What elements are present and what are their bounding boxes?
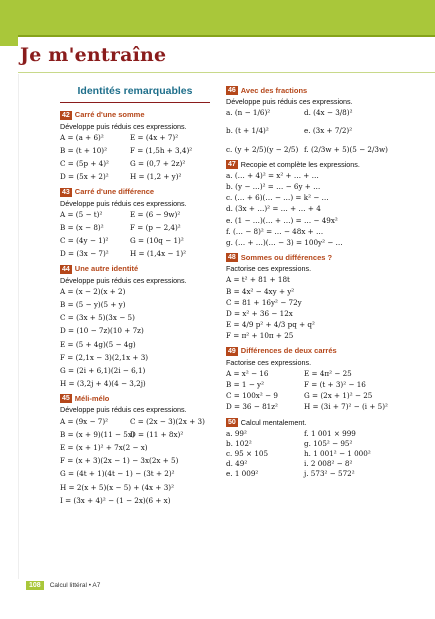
exercise-43 (60, 188, 210, 258)
exercise-number: 48 (228, 254, 236, 262)
exercise-title: Carré d'une différence (74, 187, 155, 197)
expression: A = x² − 16 (226, 368, 269, 378)
expression: B = (t + 10)² (60, 145, 107, 155)
exercise-48 (226, 253, 416, 339)
left-margin-line (18, 74, 19, 579)
expression: D = 36 − 81z² (226, 402, 278, 412)
exercise-47 (226, 160, 416, 246)
expression: f. (2/3w + 5)(5 − 2/3w) (304, 144, 388, 154)
expression: H = (1,2 + y)² (130, 172, 182, 182)
expression: h. 1 001² − 1 000² (304, 449, 371, 459)
expression: A = (a + 6)² (60, 132, 104, 142)
expression: g. (… + …)(… − 3) = 100y² − … (226, 238, 343, 248)
expression: b. 102² (226, 438, 252, 448)
section-title: Identités remarquables (77, 85, 193, 97)
expression: F = (t + 3)² − 16 (304, 380, 366, 390)
exercise-number: 49 (228, 347, 236, 355)
exercise-number: 45 (62, 395, 70, 403)
footer-text: Calcul littéral • A7 (49, 582, 101, 589)
expression: f. (… − 8)² = … − 48x + … (226, 226, 324, 236)
exercise-42 (60, 111, 210, 181)
expression: a. (n − 1/6)² (226, 108, 271, 118)
page-footer (26, 581, 100, 590)
exercise-number: 50 (228, 418, 236, 426)
exercise-instruction: Développe puis réduis ces expressions. (60, 405, 187, 415)
expression: A = (x − 2)(x + 2) (60, 286, 126, 296)
expression: C = (4y − 1)² (60, 236, 109, 246)
expression: B = (x − 8)² (60, 222, 104, 232)
exercise-number: 46 (228, 87, 236, 94)
expression: C = (2x − 3)(2x + 3) (130, 416, 205, 426)
expression: G = (0,7 + 2z)² (130, 159, 186, 169)
expression: j. 573² − 572² (304, 469, 355, 479)
exercise-title: Une autre identité (74, 264, 139, 274)
expression: A = (5 − t)² (60, 209, 103, 219)
page-title: Je m'entraîne (20, 44, 167, 66)
exercise-number: 44 (62, 265, 70, 273)
expression: f. 1 001 × 999 (304, 428, 356, 438)
expression: B = (x + 9)(11 − 5x) (60, 429, 135, 439)
expression: d. (4x − 3/8)² (304, 108, 353, 118)
exercise-number: 43 (62, 188, 70, 196)
expression: G = (10q − 1)² (130, 236, 184, 246)
expression: E = (6 − 9w)² (130, 209, 181, 219)
expression: a. (… + 4)² = x² + … + … (226, 170, 319, 180)
exercise-instruction: Développe puis réduis ces expressions. (226, 97, 353, 106)
exercise-instruction: Recopie et complète les expressions. (240, 159, 360, 169)
exercise-instruction: Développe puis réduis ces expressions. (60, 121, 187, 131)
expression: C = (5p + 4)² (60, 159, 109, 169)
expression: E = (4x + 7)² (130, 132, 179, 142)
exercise-44 (60, 265, 210, 388)
expression: E = (5 + 4g)(5 − 4g) (60, 339, 136, 349)
expression: D = (10 − 7z)(10 + 7z) (60, 326, 144, 336)
expression: G = (2x + 1)² − 25 (304, 391, 373, 401)
expression: B = 1 − y² (226, 380, 264, 390)
exercise-instruction: Développe puis réduis ces expressions. (60, 198, 187, 208)
exercise-instruction: Factorise ces expressions. (226, 264, 312, 274)
expression: c. 95 × 105 (226, 449, 269, 459)
expression: A = (9x − 7)² (60, 416, 109, 426)
expression: e. 1 009² (226, 469, 259, 479)
expression: E = 4π² − 25 (304, 368, 352, 378)
page-number: 108 (26, 581, 44, 590)
expression: E = (x + 1)² + 7x(2 − x) (60, 442, 148, 452)
exercise-50 (226, 418, 416, 478)
expression: G = (2i + 6,1)(2i − 6,1) (60, 365, 146, 375)
exercise-title: Sommes ou différences ? (240, 252, 333, 262)
expression: A = t² + 81 + 18t (226, 275, 290, 285)
expression: a. 99² (226, 428, 247, 438)
expression: G = (4t + 1)(4t − 1) − (3t + 2)² (60, 469, 175, 479)
right-column (226, 86, 416, 485)
expression: e. (3x + 7/2)² (304, 126, 353, 136)
exercise-45 (60, 394, 210, 504)
expression: H = (3,2j + 4)(4 − 3,2j) (60, 379, 146, 389)
expression: C = 81 + 16y² − 72y (226, 297, 302, 307)
expression: g. 105² − 95² (304, 438, 353, 448)
expression: H = (1,4x − 1)² (130, 249, 186, 259)
exercise-title: Méli-mélo (74, 394, 110, 404)
expression: d. 49² (226, 459, 248, 469)
expression: b. (t + 1/4)² (226, 126, 269, 136)
exercise-instruction: Factorise ces expressions. (226, 357, 312, 367)
exercise-instruction: Calcul mentalement. (240, 417, 307, 427)
title-divider (18, 72, 435, 73)
expression: C = 100x² − 9 (226, 391, 278, 401)
expression: B = (5 − y)(5 + y) (60, 299, 126, 309)
expression: F = π² + 10π + 25 (226, 331, 294, 341)
expression: D = (11 + 8x)² (130, 429, 184, 439)
expression: I = (3x + 4)² − (1 − 2x)(6 + x) (60, 495, 171, 505)
exercise-instruction: Développe puis réduis ces expressions. (60, 275, 187, 285)
expression: E = 4/9 p² + 4/3 pq + q² (226, 320, 315, 330)
left-column (60, 86, 210, 511)
expression: F = (2,1x − 3)(2,1x + 3) (60, 352, 149, 362)
expression: e. (1 − …)(… + …) = … − 49x² (226, 215, 338, 225)
expression: D = (5x + 2)² (60, 172, 109, 182)
expression: i. 2 008² − 8² (304, 459, 353, 469)
expression: H = (3i + 7)² − (i + 5)² (304, 402, 388, 412)
section-divider (60, 102, 210, 103)
exercise-title: Carré d'une somme (74, 110, 145, 120)
exercise-49 (226, 347, 416, 411)
exercise-number: 42 (62, 111, 70, 119)
exercise-46 (226, 86, 416, 153)
expression: F = (1,5h + 3,4)² (130, 145, 193, 155)
expression: d. (3x + …)² = … + … + 4 (226, 204, 321, 214)
expression: D = (3x − 7)² (60, 249, 109, 259)
expression: D = x² + 36 − 12x (226, 309, 293, 319)
expression: c. (… + 6)(… − …) = k² − … (226, 193, 329, 203)
exercise-number: 47 (228, 160, 236, 168)
expression: B = 4x² − 4xy + y² (226, 286, 295, 296)
expression: F = (x + 3)(2x − 1) − 3x(2x + 5) (60, 456, 179, 466)
expression: H = 2(x + 5)(x − 5) + (4x + 3)² (60, 482, 174, 492)
exercise-title: Différences de deux carrés (240, 346, 337, 356)
exercise-title: Avec des fractions (240, 85, 308, 95)
expression: F = (p − 2,4)² (130, 222, 181, 232)
expression: C = (3x + 5)(3x − 5) (60, 313, 135, 323)
expression: b. (y − …)² = … − 6y + … (226, 182, 321, 192)
expression: c. (y + 2/5)(y − 2/5) (226, 144, 299, 154)
